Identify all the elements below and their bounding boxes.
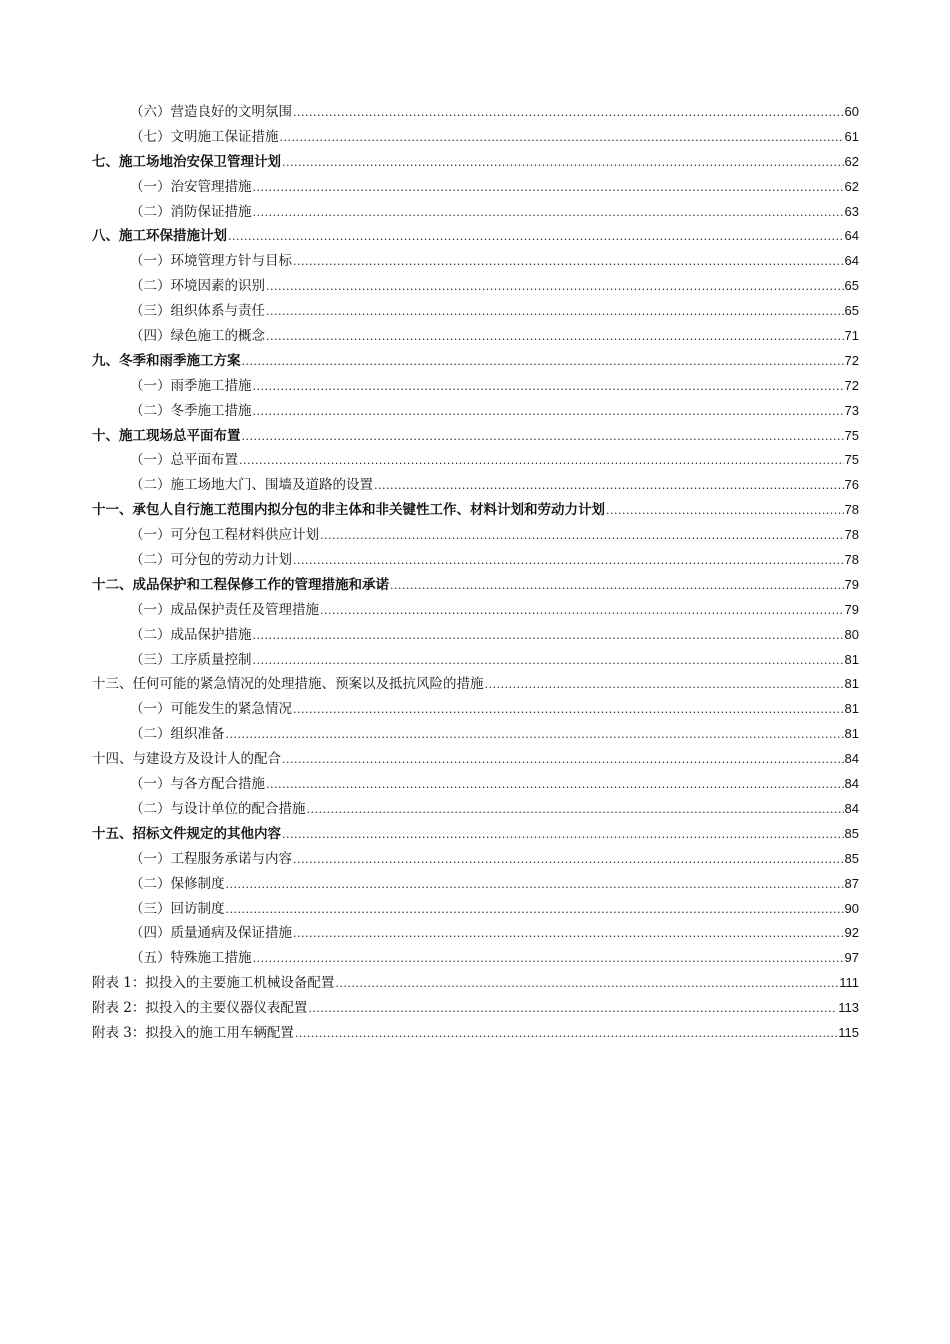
toc-entry-title: （一）总平面布置 — [130, 452, 238, 469]
toc-entry-title: （二）消防保证措施 — [130, 203, 252, 220]
toc-leader-dots — [253, 952, 844, 965]
toc-entry-title: （一）可能发生的紧急情况 — [130, 701, 292, 718]
toc-entry-10[interactable] — [92, 349, 859, 374]
toc-leader-dots — [242, 355, 844, 368]
toc-entry-title: （二）冬季施工措施 — [130, 402, 252, 419]
toc-leader-dots — [253, 206, 844, 219]
toc-entry-title: 九、冬季和雨季施工方案 — [92, 352, 241, 369]
toc-entry-0[interactable] — [92, 100, 859, 125]
toc-entry-title: （二）保修制度 — [130, 875, 225, 892]
toc-entry-title: （二）组织准备 — [130, 726, 225, 743]
toc-entry-page: 76 — [844, 477, 859, 493]
toc-entry-37[interactable] — [92, 1021, 859, 1046]
toc-entry-34[interactable] — [92, 946, 859, 971]
toc-entry-30[interactable] — [92, 847, 859, 872]
toc-entry-page: 84 — [844, 776, 859, 792]
toc-entry-16[interactable] — [92, 498, 859, 523]
toc-leader-dots — [280, 131, 844, 144]
toc-entry-3[interactable] — [92, 175, 859, 200]
toc-leader-dots — [253, 405, 844, 418]
toc-leader-dots — [242, 430, 844, 443]
toc-entry-15[interactable] — [92, 473, 859, 498]
toc-entry-page: 64 — [844, 253, 859, 269]
toc-entry-36[interactable] — [92, 996, 859, 1021]
toc-entry-title: （一）治安管理措施 — [130, 178, 252, 195]
toc-entry-title: 十五、招标文件规定的其他内容 — [92, 825, 281, 842]
toc-leader-dots — [606, 504, 844, 517]
toc-entry-title: 十一、承包人自行施工范围内拟分包的非主体和非关键性工作、材料计划和劳动力计划 — [92, 502, 605, 519]
toc-entry-title: （一）可分包工程材料供应计划 — [130, 527, 319, 544]
toc-entry-title: （五）特殊施工措施 — [130, 950, 252, 967]
toc-entry-title: （一）环境管理方针与目标 — [130, 253, 292, 270]
toc-leader-dots — [320, 529, 844, 542]
toc-entry-page: 81 — [844, 726, 859, 742]
toc-entry-page: 78 — [844, 502, 859, 518]
toc-leader-dots — [293, 554, 844, 567]
toc-entry-page: 84 — [844, 800, 859, 816]
toc-entry-24[interactable] — [92, 697, 859, 722]
toc-entry-title: 八、施工环保措施计划 — [92, 228, 227, 245]
toc-entry-page: 79 — [844, 601, 859, 617]
toc-entry-5[interactable] — [92, 224, 859, 249]
toc-leader-dots — [390, 579, 844, 592]
toc-leader-dots — [226, 903, 844, 916]
toc-entry-2[interactable] — [92, 150, 859, 175]
toc-entry-title: （四）质量通病及保证措施 — [130, 925, 292, 942]
toc-entry-title: （一）成品保护责任及管理措施 — [130, 601, 319, 618]
toc-leader-dots — [282, 828, 844, 841]
toc-entry-title: （二）与设计单位的配合措施 — [130, 800, 306, 817]
toc-leader-dots — [239, 454, 844, 467]
toc-entry-title: （三）组织体系与责任 — [130, 303, 265, 320]
toc-entry-page: 81 — [844, 651, 859, 667]
toc-entry-page: 72 — [844, 377, 859, 393]
toc-leader-dots — [293, 703, 844, 716]
toc-entry-page: 80 — [844, 626, 859, 642]
toc-leader-dots — [266, 330, 844, 343]
toc-entry-title: （二）施工场地大门、围墙及道路的设置 — [130, 477, 373, 494]
toc-leader-dots — [253, 181, 844, 194]
toc-entry-title: 十四、与建设方及设计人的配合 — [92, 751, 281, 768]
toc-leader-dots — [293, 106, 844, 119]
toc-entry-6[interactable] — [92, 249, 859, 274]
toc-entry-title: （二）可分包的劳动力计划 — [130, 552, 292, 569]
toc-entry-page: 113 — [838, 1000, 859, 1016]
toc-entry-page: 115 — [838, 1024, 859, 1040]
toc-entry-title: （三）回访制度 — [130, 900, 225, 917]
toc-entry-title: （一）与各方配合措施 — [130, 776, 265, 793]
toc-entry-page: 63 — [844, 203, 859, 219]
toc-entry-page: 75 — [844, 427, 859, 443]
toc-leader-dots — [308, 1002, 837, 1015]
toc-entry-page: 85 — [844, 850, 859, 866]
toc-entry-title: 十三、任何可能的紧急情况的处理措施、预案以及抵抗风险的措施 — [92, 676, 484, 693]
toc-leader-dots — [335, 977, 838, 990]
toc-entry-8[interactable] — [92, 299, 859, 324]
toc-entry-23[interactable] — [92, 672, 859, 697]
toc-entry-18[interactable] — [92, 548, 859, 573]
toc-entry-title: （一）雨季施工措施 — [130, 377, 252, 394]
toc-entry-page: 79 — [844, 576, 859, 592]
toc-entry-title: （四）绿色施工的概念 — [130, 328, 265, 345]
toc-leader-dots — [293, 853, 844, 866]
toc-entry-page: 87 — [844, 875, 859, 891]
toc-entry-7[interactable] — [92, 274, 859, 299]
toc-leader-dots — [295, 1027, 837, 1040]
toc-entry-page: 90 — [844, 900, 859, 916]
toc-entry-page: 78 — [844, 552, 859, 568]
toc-leader-dots — [266, 778, 844, 791]
toc-entry-26[interactable] — [92, 747, 859, 772]
toc-entry-25[interactable] — [92, 722, 859, 747]
toc-entry-4[interactable] — [92, 200, 859, 225]
toc-entry-title: （一）工程服务承诺与内容 — [130, 850, 292, 867]
toc-leader-dots — [226, 728, 844, 741]
toc-leader-dots — [228, 230, 844, 243]
toc-entry-page: 61 — [844, 128, 859, 144]
toc-entry-20[interactable] — [92, 598, 859, 623]
toc-entry-page: 72 — [844, 352, 859, 368]
toc-entry-page: 84 — [844, 751, 859, 767]
toc-entry-31[interactable] — [92, 872, 859, 897]
toc-entry-page: 71 — [844, 328, 859, 344]
toc-entry-12[interactable] — [92, 399, 859, 424]
toc-entry-title: （二）成品保护措施 — [130, 626, 252, 643]
toc-leader-dots — [253, 629, 844, 642]
toc-entry-page: 73 — [844, 402, 859, 418]
toc-leader-dots — [307, 803, 844, 816]
toc-entry-page: 78 — [844, 527, 859, 543]
toc-entry-title: 附表 3：拟投入的施工用车辆配置 — [92, 1024, 294, 1041]
toc-entry-page: 64 — [844, 228, 859, 244]
toc-entry-28[interactable] — [92, 797, 859, 822]
toc-entry-29[interactable] — [92, 822, 859, 847]
toc-entry-13[interactable] — [92, 424, 859, 449]
toc-entry-title: （七）文明施工保证措施 — [130, 128, 279, 145]
toc-leader-dots — [282, 753, 844, 766]
toc-entry-22[interactable] — [92, 648, 859, 673]
toc-entry-page: 75 — [844, 452, 859, 468]
toc-leader-dots — [226, 878, 844, 891]
toc-entry-page: 85 — [844, 825, 859, 841]
toc-entry-page: 111 — [839, 975, 859, 991]
toc-entry-title: 十二、成品保护和工程保修工作的管理措施和承诺 — [92, 576, 389, 593]
toc-entry-27[interactable] — [92, 772, 859, 797]
toc-entry-title: 七、施工场地治安保卫管理计划 — [92, 153, 281, 170]
toc-entry-title: （六）营造良好的文明氛围 — [130, 104, 292, 120]
toc-entry-11[interactable] — [92, 374, 859, 399]
toc-entry-page: 92 — [844, 925, 859, 941]
toc-entry-33[interactable] — [92, 921, 859, 946]
toc-entry-35[interactable] — [92, 971, 859, 996]
toc-leader-dots — [253, 380, 844, 393]
toc-entry-page: 62 — [844, 178, 859, 194]
toc-entry-21[interactable] — [92, 623, 859, 648]
toc-entry-title: （三）工序质量控制 — [130, 651, 252, 668]
toc-leader-dots — [293, 255, 844, 268]
toc-entry-page: 81 — [844, 701, 859, 717]
toc-entry-9[interactable] — [92, 324, 859, 349]
toc-entry-page: 62 — [844, 153, 859, 169]
toc-entry-1[interactable] — [92, 125, 859, 150]
toc-entry-page: 65 — [844, 303, 859, 319]
toc-entry-page: 97 — [844, 950, 859, 966]
toc-leader-dots — [266, 305, 844, 318]
toc-entry-page: 81 — [844, 676, 859, 692]
toc-entry-title: 十、施工现场总平面布置 — [92, 427, 241, 444]
table-of-contents — [92, 100, 859, 1046]
toc-entry-32[interactable] — [92, 897, 859, 922]
toc-entry-page: 60 — [844, 104, 859, 119]
toc-leader-dots — [374, 479, 844, 492]
toc-leader-dots — [320, 604, 844, 617]
toc-leader-dots — [485, 678, 844, 691]
toc-entry-page: 65 — [844, 278, 859, 294]
toc-leader-dots — [266, 280, 844, 293]
toc-entry-title: 附表 1：拟投入的主要施工机械设备配置 — [92, 975, 335, 992]
toc-entry-title: （二）环境因素的识别 — [130, 278, 265, 295]
toc-entry-14[interactable] — [92, 448, 859, 473]
toc-leader-dots — [253, 654, 844, 667]
toc-entry-title: 附表 2：拟投入的主要仪器仪表配置 — [92, 1000, 308, 1017]
toc-entry-17[interactable] — [92, 523, 859, 548]
toc-entry-19[interactable] — [92, 573, 859, 598]
toc-leader-dots — [293, 927, 844, 940]
toc-leader-dots — [282, 156, 844, 169]
